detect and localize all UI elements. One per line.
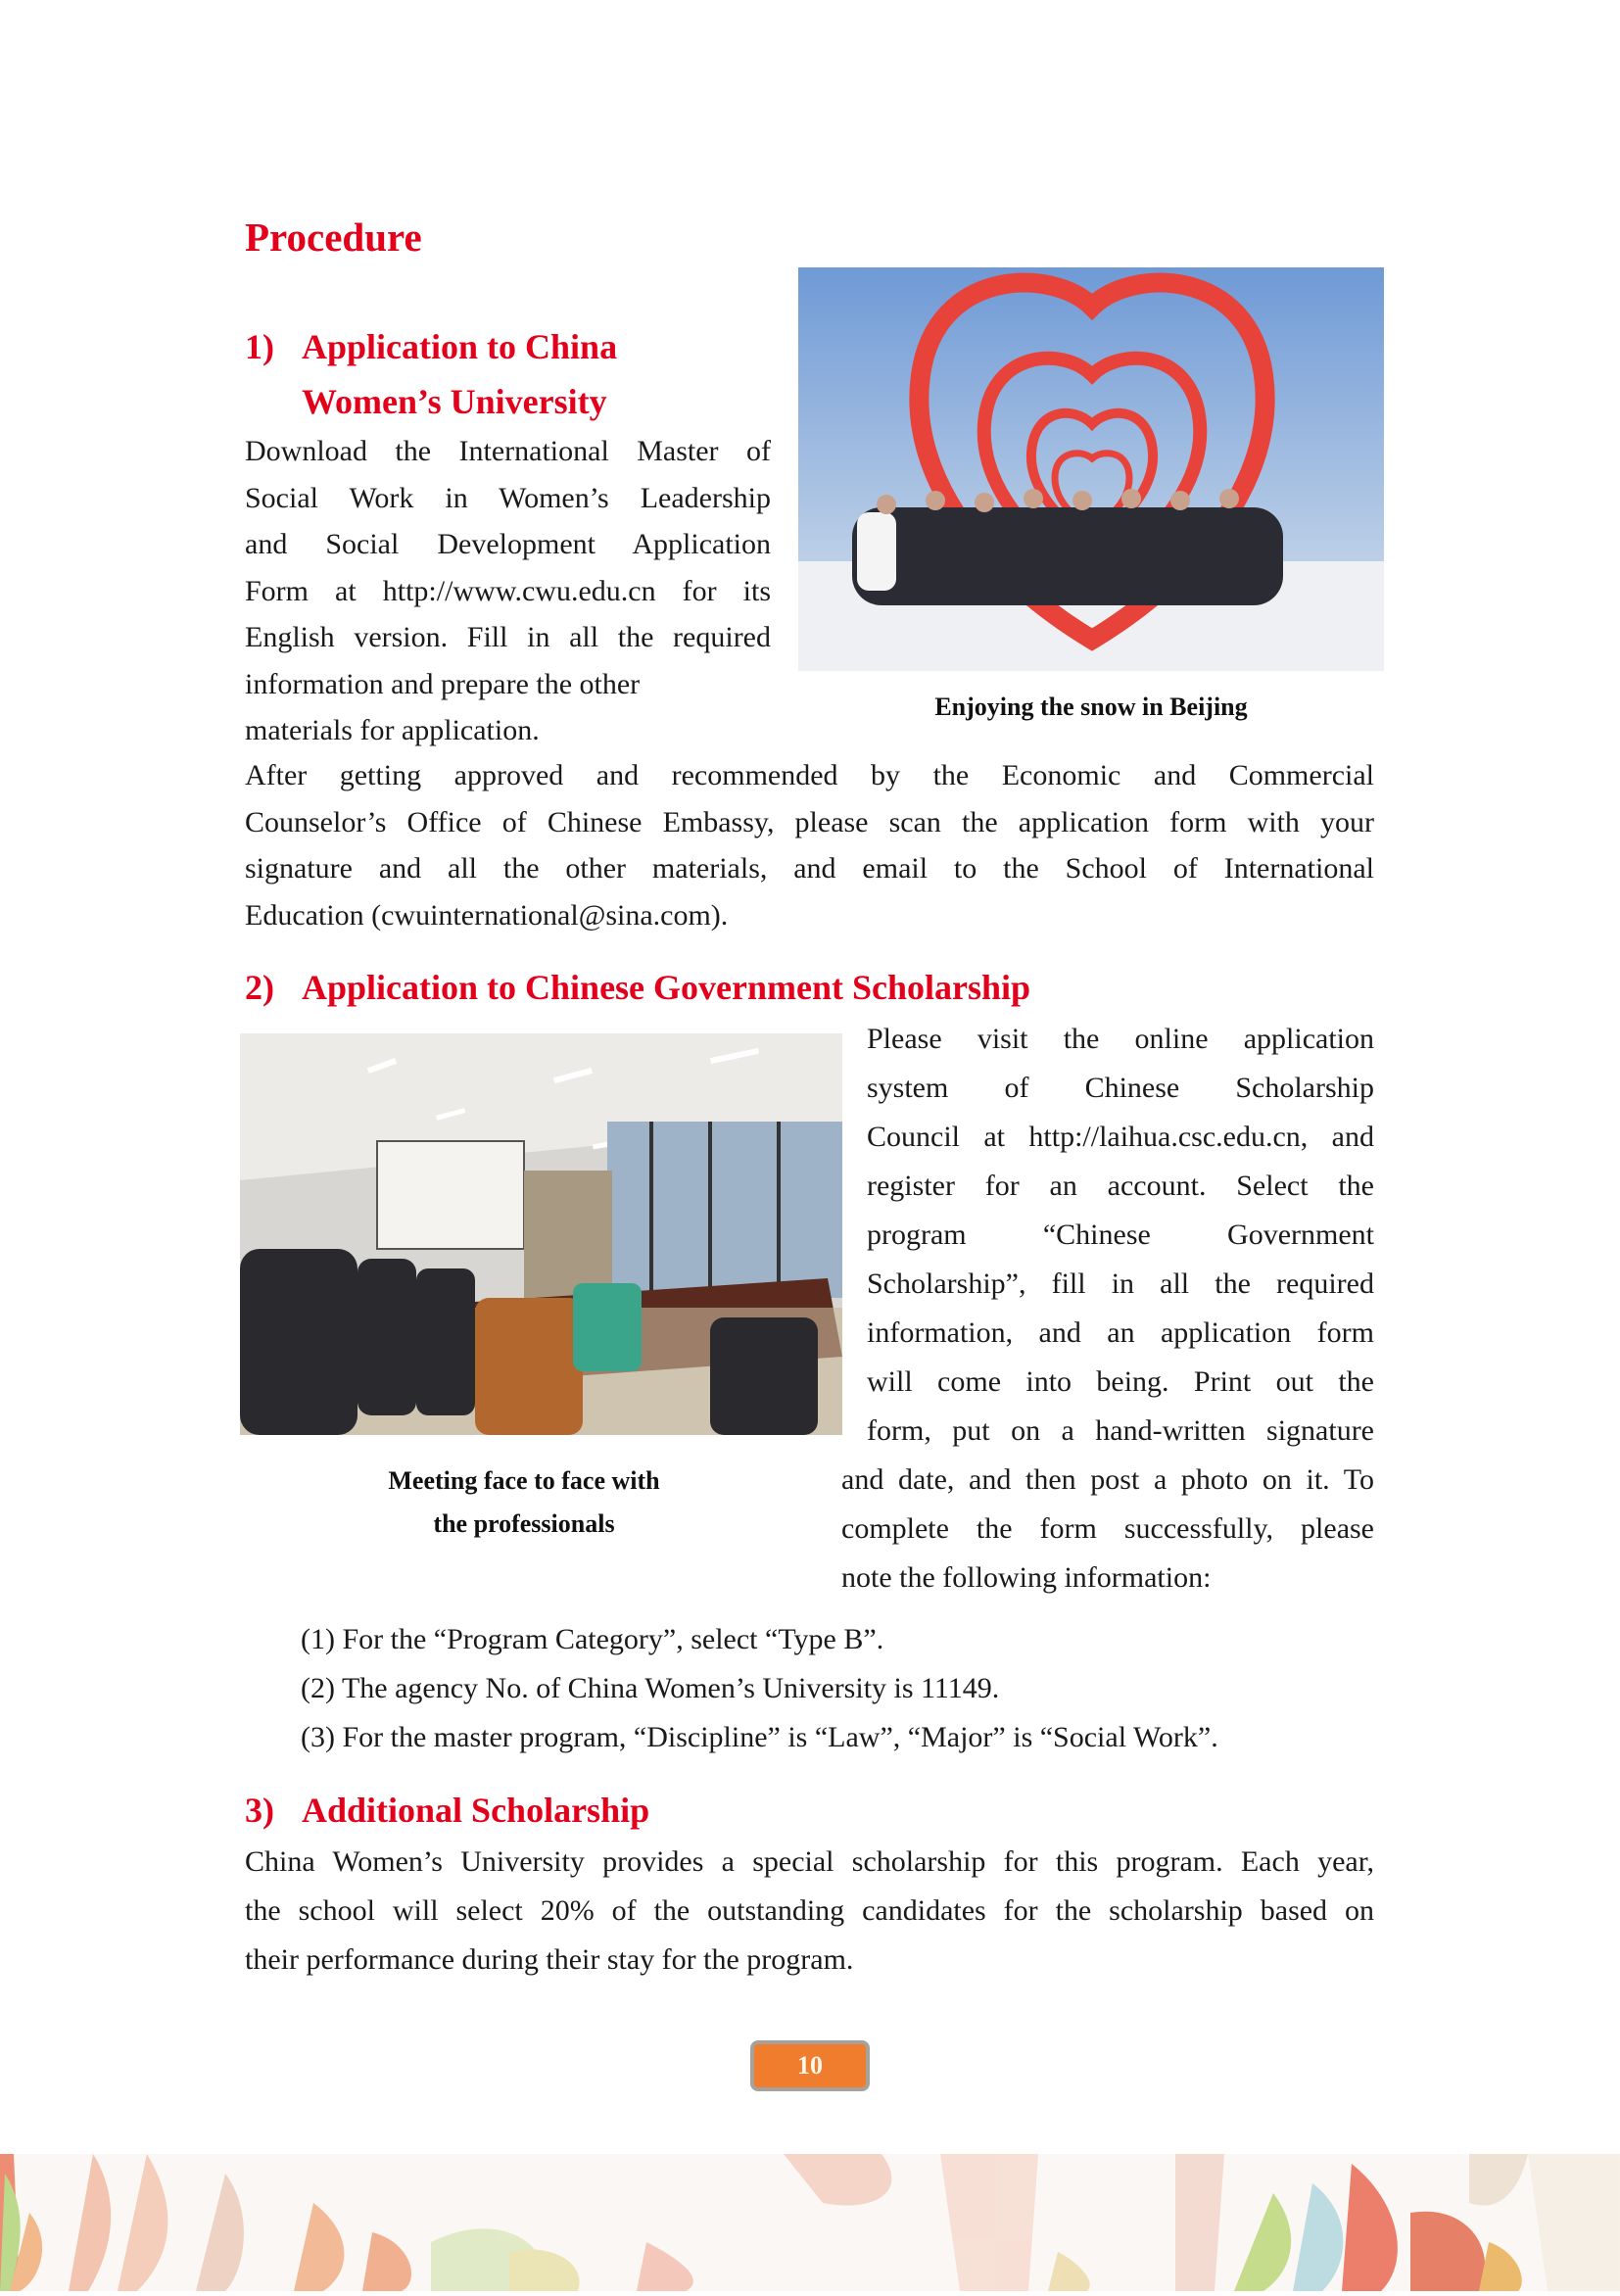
caption-meeting-professionals (240, 1459, 808, 1546)
caption-snow-beijing: Enjoying the snow in Beijing (934, 693, 1248, 721)
text-line: Social Work in Women’s Leadership (245, 481, 771, 514)
paragraph-embassy-approval (245, 752, 1374, 938)
caption-line: the professionals (433, 1509, 615, 1538)
text-line: information and prepare the other (245, 667, 641, 700)
snow-hearts-image (798, 267, 1384, 671)
heading-text: Application to Chinese Government Scholarship (302, 968, 1031, 1007)
text-line: Council at http://laihua.csc.edu.cn, and (867, 1121, 1374, 1153)
heading-application-cwu (245, 319, 617, 429)
text-line: Education (cwuinternational@sina.com). (245, 898, 729, 932)
text-line: After getting approved and recommended by the Economic and Commercial (245, 759, 1374, 791)
heading-number: 2) (245, 968, 274, 1007)
text-line: English version. Fill in all the required (245, 621, 771, 653)
text-line: form, put on a hand-written signature (867, 1414, 1374, 1447)
paragraph-csc-tail (841, 1456, 1374, 1602)
heading-line-2: Women’s University (302, 382, 607, 421)
text-line: Please visit the online application (867, 1023, 1374, 1055)
text-line: Download the International Master of (245, 435, 771, 467)
text-line: complete the form successfully, please (841, 1512, 1374, 1545)
list-item: (1) For the “Program Category”, select “Type B”. (301, 1623, 884, 1655)
text-line: Scholarship”, fill in all the required (867, 1268, 1374, 1300)
application-notes-list (301, 1615, 1218, 1762)
text-line: will come into being. Print out the (867, 1365, 1374, 1398)
decorative-footer-banner (0, 2154, 1620, 2291)
text-line: register for an account. Select the (867, 1170, 1374, 1202)
floral-pattern-icon (0, 2154, 1620, 2291)
section-title: Procedure (245, 215, 422, 260)
text-line: and date, and then post a photo on it. To (841, 1463, 1374, 1496)
heading-number: 1) (245, 327, 274, 366)
page-number-badge: 10 (750, 2040, 870, 2091)
heading-government-scholarship (245, 960, 1030, 1015)
paragraph-csc-online-application (867, 1015, 1374, 1456)
text-line: their performance during their stay for the program. (245, 1943, 854, 1976)
heading-text: Additional Scholarship (302, 1791, 650, 1830)
text-line: and Social Development Application (245, 528, 771, 560)
meeting-room-image (240, 1033, 842, 1435)
photo-snow-beijing (798, 267, 1384, 671)
text-line: program “Chinese Government (867, 1219, 1374, 1251)
photo-meeting-professionals (240, 1033, 842, 1435)
text-line: China Women’s University provides a special scholarship for this program. Each year, (245, 1845, 1374, 1878)
paragraph-additional-scholarship (245, 1838, 1374, 1985)
list-item: (2) The agency No. of China Women’s University is 11149. (301, 1672, 1000, 1704)
heading-number: 3) (245, 1791, 274, 1830)
heading-line-1: Application to China (302, 327, 618, 366)
paragraph-download-form (245, 428, 771, 754)
text-line: information, and an application form (867, 1316, 1374, 1349)
heading-additional-scholarship (245, 1783, 649, 1838)
text-line: Counselor’s Office of Chinese Embassy, please scan the application form with your (245, 805, 1374, 838)
text-line: the school will select 20% of the outstanding candidates for the scholarship based on (245, 1894, 1374, 1927)
text-line: system of Chinese Scholarship (867, 1072, 1374, 1104)
list-item: (3) For the master program, “Discipline” is “Law”, “Major” is “Social Work”. (301, 1721, 1218, 1753)
text-line: Form at http://www.cwu.edu.cn for its (245, 574, 771, 607)
text-line: note the following information: (841, 1561, 1212, 1594)
caption-line: Meeting face to face with (388, 1466, 660, 1495)
text-line: materials for application. (245, 714, 540, 746)
text-line: signature and all the other materials, and email to the School of International (245, 852, 1374, 885)
